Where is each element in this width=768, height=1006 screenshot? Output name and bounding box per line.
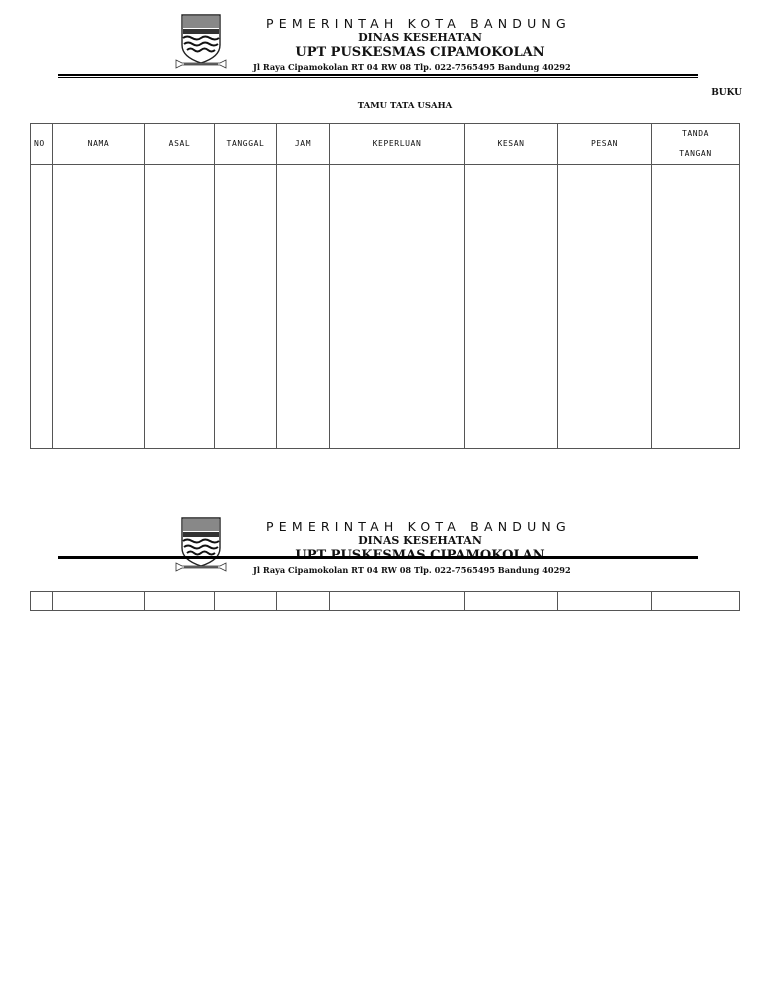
cell-jam[interactable]	[277, 165, 330, 449]
government-name: PEMERINTAH KOTA BANDUNG	[266, 16, 571, 31]
guest-book-table	[30, 123, 740, 449]
col-header-tangan: TANGAN	[679, 149, 712, 158]
header-rule-thick	[58, 74, 698, 76]
guest-book-table-page-2	[30, 591, 740, 611]
department-name: DINAS KESEHATAN	[358, 534, 482, 547]
unit-name: UPT PUSKESMAS CIPAMOKOLAN	[295, 45, 545, 60]
cell-nama[interactable]	[53, 592, 145, 611]
header-rule-thin	[58, 77, 698, 78]
col-header-pesan: PESAN	[558, 124, 652, 165]
col-header-kesan: KESAN	[465, 124, 558, 165]
cell-nama[interactable]	[53, 165, 145, 449]
col-header-no: NO	[31, 124, 53, 165]
col-header-tanda: TANDA	[681, 129, 710, 138]
col-header-keperluan: KEPERLUAN	[330, 124, 465, 165]
address: Jl Raya Cipamokolan RT 04 RW 08 Tlp. 022-7565495 Bandung 40292	[253, 565, 571, 575]
table-row	[31, 592, 740, 611]
cell-kesan[interactable]	[465, 165, 558, 449]
address: Jl Raya Cipamokolan RT 04 RW 08 Tlp. 022-7565495 Bandung 40292	[253, 62, 571, 72]
col-header-tanda-tangan	[652, 124, 740, 165]
cell-kesan[interactable]	[465, 592, 558, 611]
cell-keperluan[interactable]	[330, 592, 465, 611]
cell-tanggal[interactable]	[215, 592, 277, 611]
department-name: DINAS KESEHATAN	[358, 31, 482, 44]
letterhead	[0, 10, 768, 80]
cell-asal[interactable]	[145, 165, 215, 449]
letterhead-page-2	[0, 513, 768, 583]
col-header-jam: JAM	[277, 124, 330, 165]
col-header-tanggal: TANGGAL	[215, 124, 277, 165]
table-row	[31, 165, 740, 449]
cell-pesan[interactable]	[558, 165, 652, 449]
document-title-buku: BUKU	[711, 88, 742, 98]
col-header-nama: NAMA	[53, 124, 145, 165]
table-header-row	[31, 124, 740, 165]
cell-no[interactable]	[31, 592, 53, 611]
cell-tanggal[interactable]	[215, 165, 277, 449]
cell-tanda-tangan[interactable]	[652, 592, 740, 611]
header-rule-thick	[58, 556, 698, 559]
government-name: PEMERINTAH KOTA BANDUNG	[266, 519, 571, 534]
cell-tanda-tangan[interactable]	[652, 165, 740, 449]
document-title-tamu: TAMU TATA USAHA	[357, 101, 453, 111]
col-header-asal: ASAL	[145, 124, 215, 165]
cell-pesan[interactable]	[558, 592, 652, 611]
cell-asal[interactable]	[145, 592, 215, 611]
cell-jam[interactable]	[277, 592, 330, 611]
cell-no[interactable]	[31, 165, 53, 449]
cell-keperluan[interactable]	[330, 165, 465, 449]
